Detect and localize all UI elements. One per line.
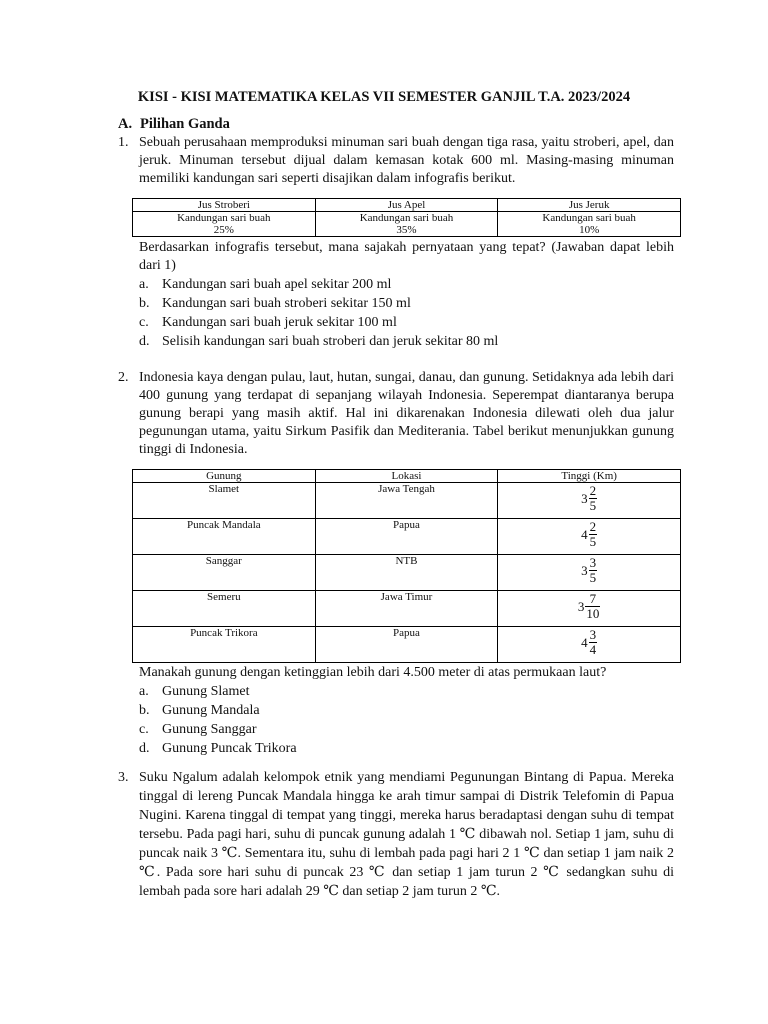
- height-denominator: 10: [586, 606, 600, 621]
- table-row: [133, 212, 681, 237]
- option-letter: d.: [139, 741, 150, 756]
- height-numerator: 2: [589, 483, 597, 498]
- option-letter: c.: [139, 315, 149, 330]
- mountain-table: [132, 469, 681, 663]
- option-a[interactable]: [139, 682, 674, 701]
- section-label: A.: [118, 116, 133, 132]
- height-whole: 4: [581, 634, 588, 650]
- option-letter: c.: [139, 722, 149, 737]
- cell-tinggi: [498, 627, 681, 663]
- option-letter: b.: [139, 296, 150, 311]
- table-cell: [315, 212, 498, 237]
- question-number: 2.: [118, 370, 129, 385]
- option-text: Kandungan sari buah jeruk sekitar 100 ml: [162, 315, 397, 330]
- question-3: [118, 768, 674, 901]
- section-name: Pilihan Ganda: [140, 116, 230, 132]
- question-number: 3.: [118, 770, 129, 785]
- height-whole: 3: [581, 490, 588, 506]
- document-title: KISI - KISI MATEMATIKA KELAS VII SEMESTER GANJIL T.A. 2023/2024: [137, 89, 631, 105]
- table-header: Tinggi (Km): [498, 470, 681, 483]
- cell-value: 10%: [579, 224, 600, 236]
- option-letter: b.: [139, 703, 150, 718]
- height-denominator: 5: [589, 498, 597, 513]
- height-denominator: 5: [589, 570, 597, 585]
- option-d[interactable]: [139, 332, 674, 351]
- cell-tinggi: [498, 519, 681, 555]
- options-list: [139, 682, 674, 758]
- height-numerator: 3: [589, 555, 597, 570]
- option-text: Selisih kandungan sari buah stroberi dan jeruk sekitar 80 ml: [162, 334, 499, 349]
- cell-gunung: Puncak Trikora: [133, 627, 316, 663]
- option-letter: a.: [139, 277, 149, 292]
- option-text: Kandungan sari buah stroberi sekitar 150 ml: [162, 296, 411, 311]
- height-whole: 4: [581, 526, 588, 542]
- cell-label: Kandungan sari buah: [359, 212, 454, 224]
- option-b[interactable]: [139, 294, 674, 313]
- cell-lokasi: Papua: [315, 627, 498, 663]
- cell-label: Kandungan sari buah: [177, 212, 271, 224]
- option-text: Gunung Slamet: [162, 684, 250, 699]
- table-header: Lokasi: [315, 470, 498, 483]
- option-c[interactable]: [139, 720, 674, 739]
- table-cell: [133, 212, 316, 237]
- table-header: Jus Stroberi: [133, 199, 316, 212]
- cell-label: Kandungan sari buah: [542, 212, 636, 224]
- table-header: Gunung: [133, 470, 316, 483]
- cell-lokasi: Papua: [315, 519, 498, 555]
- option-d[interactable]: [139, 739, 674, 758]
- option-letter: a.: [139, 684, 149, 699]
- cell-lokasi: Jawa Tengah: [315, 483, 498, 519]
- question-prompt: Berdasarkan infografis tersebut, mana sajakah pernyataan yang tepat? (Jawaban dapat lebih dari 1): [139, 240, 674, 273]
- cell-lokasi: NTB: [315, 555, 498, 591]
- option-a[interactable]: [139, 275, 674, 294]
- question-2: [118, 369, 674, 758]
- options-list: [139, 275, 674, 351]
- cell-gunung: Puncak Mandala: [133, 519, 316, 555]
- height-numerator: 2: [589, 519, 597, 534]
- option-text: Gunung Mandala: [162, 703, 260, 718]
- table-row: [133, 627, 681, 663]
- section-heading: [118, 116, 230, 133]
- cell-tinggi: [498, 591, 681, 627]
- table-header: Jus Apel: [315, 199, 498, 212]
- juice-table: [132, 198, 681, 237]
- height-denominator: 4: [589, 642, 597, 657]
- question-1: [118, 134, 674, 351]
- option-text: Kandungan sari buah apel sekitar 200 ml: [162, 277, 392, 292]
- cell-value: 35%: [396, 224, 417, 236]
- option-text: Gunung Puncak Trikora: [162, 741, 297, 756]
- table-header-row: [133, 470, 681, 483]
- question-text: Suku Ngalum adalah kelompok etnik yang mendiami Pegunungan Bintang di Papua. Mereka tinggal di lereng Puncak Mandala hingga ke arah timur sampai di Distrik Telefomin di Papua Nugini. Karena tinggal di tempat yang tinggi, mereka harus beradaptasi dengan suhu di tempat tersebu. Pada pagi hari, suhu di puncak gunung adalah 1 ℃ dibawah nol. Setiap 1 jam, suhu di puncak naik 3 ℃. Sementara itu, suhu di lembah pada pagi hari 2 1 ℃ dan setiap 1 jam naik 2 ℃. Pada sore hari suhu di puncak 23 ℃ dan setiap 1 jam turun 2 ℃ sedangkan suhu di lembah pada sore hari adalah 29 ℃ dan setiap 2 jam turun 2 ℃.: [139, 770, 674, 899]
- question-number: 1.: [118, 135, 129, 150]
- question-text: Sebuah perusahaan memproduksi minuman sari buah dengan tiga rasa, yaitu stroberi, apel, dan jeruk. Minuman tersebut dijual dalam kemasan kotak 600 ml. Masing-masing minuman memiliki kandungan sari seperti disajikan dalam infografis berikut.: [139, 135, 674, 186]
- option-c[interactable]: [139, 313, 674, 332]
- cell-tinggi: [498, 483, 681, 519]
- question-text: Indonesia kaya dengan pulau, laut, hutan, sungai, danau, dan gunung. Setidaknya ada lebih dari 400 gunung yang terdapat di sepanjang wilayah Indonesia. Seperempat diantaranya berupa gunung berapi yang masih aktif. Hal ini dikarenakan Indonesia dilewati oleh dua jalur pegunungan utama, yaitu Sirkum Pasifik dan Mediterania. Tabel berikut menunjukkan gunung tinggi di Indonesia.: [139, 370, 674, 457]
- table-row: [133, 555, 681, 591]
- cell-tinggi: [498, 555, 681, 591]
- cell-gunung: Slamet: [133, 483, 316, 519]
- height-numerator: 7: [589, 591, 597, 606]
- cell-value: 25%: [213, 224, 234, 236]
- table-header-row: [133, 199, 681, 212]
- cell-lokasi: Jawa Timur: [315, 591, 498, 627]
- height-denominator: 5: [589, 534, 597, 549]
- height-whole: 3: [577, 598, 585, 614]
- cell-gunung: Semeru: [133, 591, 316, 627]
- table-row: [133, 591, 681, 627]
- option-letter: d.: [139, 334, 150, 349]
- option-b[interactable]: [139, 701, 674, 720]
- height-numerator: 3: [589, 627, 597, 642]
- question-prompt: Manakah gunung dengan ketinggian lebih dari 4.500 meter di atas permukaan laut?: [139, 665, 607, 680]
- height-whole: 3: [581, 562, 588, 578]
- cell-gunung: Sanggar: [133, 555, 316, 591]
- table-cell: [498, 212, 681, 237]
- table-row: [133, 483, 681, 519]
- option-text: Gunung Sanggar: [162, 722, 257, 737]
- table-header: Jus Jeruk: [498, 199, 681, 212]
- table-row: [133, 519, 681, 555]
